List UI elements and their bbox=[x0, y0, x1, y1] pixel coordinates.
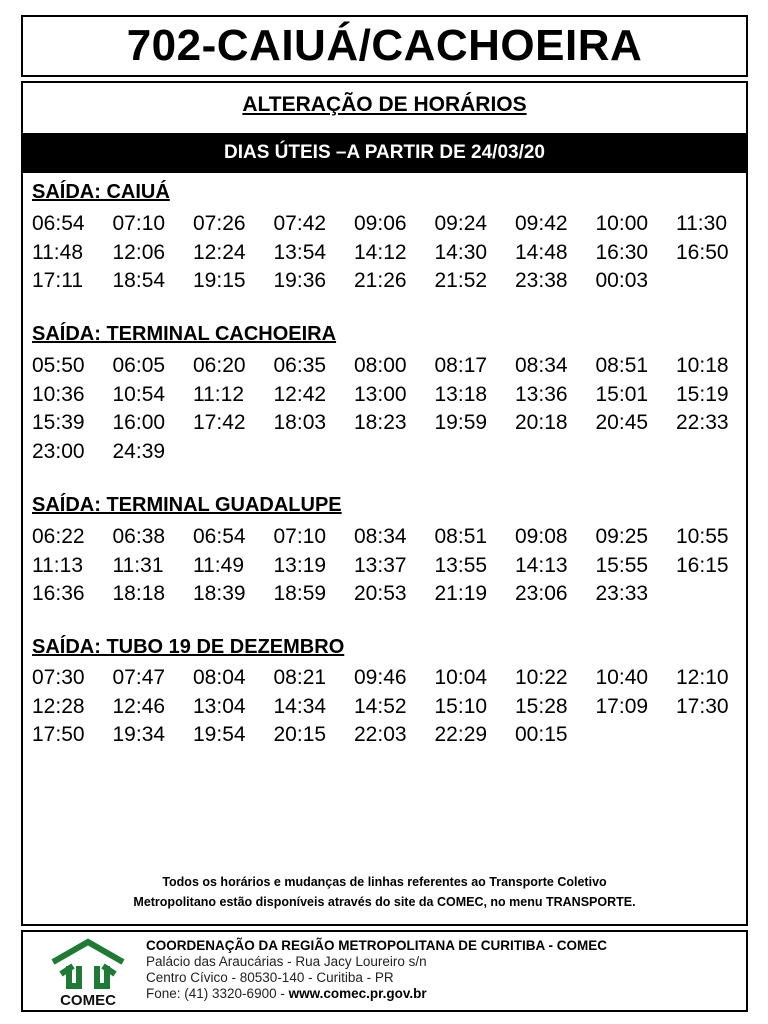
contact-website-link[interactable]: www.comec.pr.gov.br bbox=[288, 986, 427, 1001]
departure-time: 08:34 bbox=[354, 525, 407, 548]
departure-time: 06:35 bbox=[273, 354, 327, 377]
departure-time: 07:42 bbox=[273, 212, 327, 235]
departure-time: 14:48 bbox=[515, 240, 568, 264]
footer-note-line: Todos os horários e mudanças de linhas referentes ao Transporte Coletivo bbox=[162, 875, 607, 889]
departure-time: 16:50 bbox=[676, 240, 729, 264]
departure-time: 13:00 bbox=[354, 382, 407, 406]
departure-time: 18:18 bbox=[112, 582, 166, 605]
departure-time: 16:15 bbox=[676, 553, 729, 577]
departure-time: 21:52 bbox=[434, 269, 488, 292]
departure-time: 17:09 bbox=[595, 694, 649, 718]
departure-time: 08:21 bbox=[273, 666, 327, 689]
departure-time: 13:18 bbox=[434, 382, 488, 406]
departure-time: 17:50 bbox=[32, 723, 85, 746]
departure-time: 10:18 bbox=[676, 354, 729, 377]
departure-time: 09:42 bbox=[515, 212, 568, 235]
departure-time: 11:30 bbox=[676, 212, 727, 235]
departure-time: 05:50 bbox=[32, 354, 85, 377]
route-title-box bbox=[21, 15, 748, 77]
departure-time: 12:42 bbox=[273, 382, 327, 406]
departure-time: 20:18 bbox=[515, 411, 568, 434]
departure-time: 13:04 bbox=[193, 694, 246, 718]
contact-info bbox=[146, 938, 607, 1002]
departure-time: 13:36 bbox=[515, 382, 568, 406]
departure-time: 07:26 bbox=[193, 212, 246, 235]
section-title-caiua: SAÍDA: CAIUÁ bbox=[32, 181, 170, 203]
departure-time: 19:36 bbox=[273, 269, 327, 292]
departure-time: 20:53 bbox=[354, 582, 407, 605]
departure-time: 19:59 bbox=[434, 411, 488, 434]
departure-time: 21:26 bbox=[354, 269, 407, 292]
comec-logo bbox=[47, 936, 129, 1010]
departure-time: 06:38 bbox=[112, 525, 166, 548]
departure-time: 08:17 bbox=[434, 354, 488, 377]
departure-time: 14:30 bbox=[434, 240, 488, 264]
footer-note bbox=[23, 872, 746, 912]
departure-time: 11:31 bbox=[112, 553, 164, 577]
section-title-terminal-guadalupe: SAÍDA: TERMINAL GUADALUPE bbox=[32, 494, 342, 516]
departure-time: 23:33 bbox=[595, 582, 649, 605]
departure-time: 14:13 bbox=[515, 553, 568, 577]
departure-time: 18:23 bbox=[354, 411, 407, 434]
departure-time: 08:51 bbox=[434, 525, 488, 548]
departure-time: 16:30 bbox=[595, 240, 649, 264]
section-title-tubo-19-de-dezembro: SAÍDA: TUBO 19 DE DEZEMBRO bbox=[32, 636, 345, 658]
departure-time: 10:40 bbox=[595, 666, 649, 689]
route-title: 702-CAIUÁ/CACHOEIRA bbox=[126, 21, 643, 70]
departure-time: 10:00 bbox=[595, 212, 649, 235]
departure-time: 18:59 bbox=[273, 582, 327, 605]
departure-time: 21:19 bbox=[434, 582, 488, 605]
contact-phone-line bbox=[146, 986, 607, 1002]
departure-time: 08:04 bbox=[193, 666, 246, 689]
times-grid-caiua bbox=[32, 210, 752, 296]
schedule-banner bbox=[23, 133, 746, 173]
times-grid-terminal-guadalupe bbox=[32, 523, 752, 609]
notice-subtitle: ALTERAÇÃO DE HORÁRIOS bbox=[242, 93, 527, 116]
departure-time: 15:55 bbox=[595, 553, 649, 577]
departure-time: 13:19 bbox=[273, 553, 327, 577]
departure-time: 08:34 bbox=[515, 354, 568, 377]
departure-time: 10:36 bbox=[32, 382, 85, 406]
departure-time: 20:15 bbox=[273, 723, 327, 746]
contact-org: COORDENAÇÃO DA REGIÃO METROPOLITANA DE CURITIBA - COMEC bbox=[146, 938, 607, 953]
departure-time: 10:04 bbox=[434, 666, 488, 689]
departure-time: 15:10 bbox=[434, 694, 488, 718]
departure-time: 06:22 bbox=[32, 525, 85, 548]
departure-time: 17:30 bbox=[676, 694, 729, 718]
departure-time: 13:54 bbox=[273, 240, 327, 264]
departure-time: 14:34 bbox=[273, 694, 327, 718]
departure-time: 19:34 bbox=[112, 723, 166, 746]
departure-time: 00:03 bbox=[595, 269, 649, 292]
departure-time: 00:15 bbox=[515, 723, 568, 746]
departure-time: 15:28 bbox=[515, 694, 568, 718]
departure-time: 07:10 bbox=[112, 212, 166, 235]
contact-box bbox=[21, 930, 748, 1012]
section-title-terminal-cachoeira: SAÍDA: TERMINAL CACHOEIRA bbox=[32, 323, 337, 345]
departure-time: 17:42 bbox=[193, 411, 246, 434]
departure-time: 22:33 bbox=[676, 411, 729, 434]
departure-time: 10:54 bbox=[112, 382, 166, 406]
comec-logo-icon bbox=[47, 936, 129, 994]
departure-time: 13:37 bbox=[354, 553, 407, 577]
departure-time: 16:00 bbox=[112, 411, 166, 434]
departure-time: 23:00 bbox=[32, 439, 85, 463]
departure-time: 12:06 bbox=[112, 240, 166, 264]
departure-time: 09:25 bbox=[595, 525, 649, 548]
departure-time: 12:46 bbox=[112, 694, 166, 718]
departure-time: 15:01 bbox=[595, 382, 649, 406]
departure-time: 07:47 bbox=[112, 666, 166, 689]
departure-time: 23:38 bbox=[515, 269, 568, 292]
departure-time: 08:00 bbox=[354, 354, 407, 377]
departure-time: 09:46 bbox=[354, 666, 407, 689]
departure-time: 19:54 bbox=[193, 723, 246, 746]
departure-time: 18:39 bbox=[193, 582, 246, 605]
departure-time: 11:49 bbox=[193, 553, 244, 577]
departure-time: 12:10 bbox=[676, 666, 729, 689]
departure-time: 09:24 bbox=[434, 212, 488, 235]
departure-time: 09:08 bbox=[515, 525, 568, 548]
departure-time: 19:15 bbox=[193, 269, 246, 292]
departure-time: 11:48 bbox=[32, 240, 83, 264]
departure-time: 18:03 bbox=[273, 411, 327, 434]
departure-time: 15:39 bbox=[32, 411, 85, 434]
departure-time: 09:06 bbox=[354, 212, 407, 235]
departure-time: 08:51 bbox=[595, 354, 649, 377]
departure-time: 14:12 bbox=[354, 240, 407, 264]
schedule-banner-text: DIAS ÚTEIS –A PARTIR DE 24/03/20 bbox=[224, 142, 545, 163]
departure-time: 22:29 bbox=[434, 723, 488, 746]
departure-time: 18:54 bbox=[112, 269, 166, 292]
departure-time: 15:19 bbox=[676, 382, 729, 406]
departure-time: 06:54 bbox=[32, 212, 85, 235]
departure-time: 14:52 bbox=[354, 694, 407, 718]
departure-time: 06:54 bbox=[193, 525, 246, 548]
departure-time: 11:12 bbox=[193, 382, 244, 406]
times-grid-terminal-cachoeira bbox=[32, 352, 752, 466]
departure-time: 06:05 bbox=[112, 354, 166, 377]
departure-time: 22:03 bbox=[354, 723, 407, 746]
departure-time: 23:06 bbox=[515, 582, 568, 605]
footer-note-line: Metropolitano estão disponíveis através do site da COMEC, no menu TRANSPORTE. bbox=[133, 895, 636, 909]
departure-time: 07:10 bbox=[273, 525, 327, 548]
departure-time: 10:55 bbox=[676, 525, 729, 548]
times-grid-tubo-19-de-dezembro bbox=[32, 664, 752, 750]
contact-address-line: Palácio das Araucárias - Rua Jacy Loureiro s/n bbox=[146, 954, 427, 969]
departure-time: 24:39 bbox=[112, 439, 166, 463]
departure-time: 07:30 bbox=[32, 666, 85, 689]
departure-time: 13:55 bbox=[434, 553, 488, 577]
contact-address-line: Centro Cívico - 80530-140 - Curitiba - PR bbox=[146, 970, 394, 985]
departure-time: 10:22 bbox=[515, 666, 568, 689]
departure-time: 11:13 bbox=[32, 553, 83, 577]
departure-time: 12:28 bbox=[32, 694, 85, 718]
departure-time: 20:45 bbox=[595, 411, 649, 434]
departure-time: 06:20 bbox=[193, 354, 246, 377]
schedule-panel bbox=[21, 81, 748, 926]
departure-time: 12:24 bbox=[193, 240, 246, 264]
contact-phone: Fone: (41) 3320-6900 - bbox=[146, 986, 289, 1001]
comec-logo-text: COMEC bbox=[60, 992, 116, 1009]
departure-time: 17:11 bbox=[32, 269, 83, 292]
departure-time: 16:36 bbox=[32, 582, 85, 605]
